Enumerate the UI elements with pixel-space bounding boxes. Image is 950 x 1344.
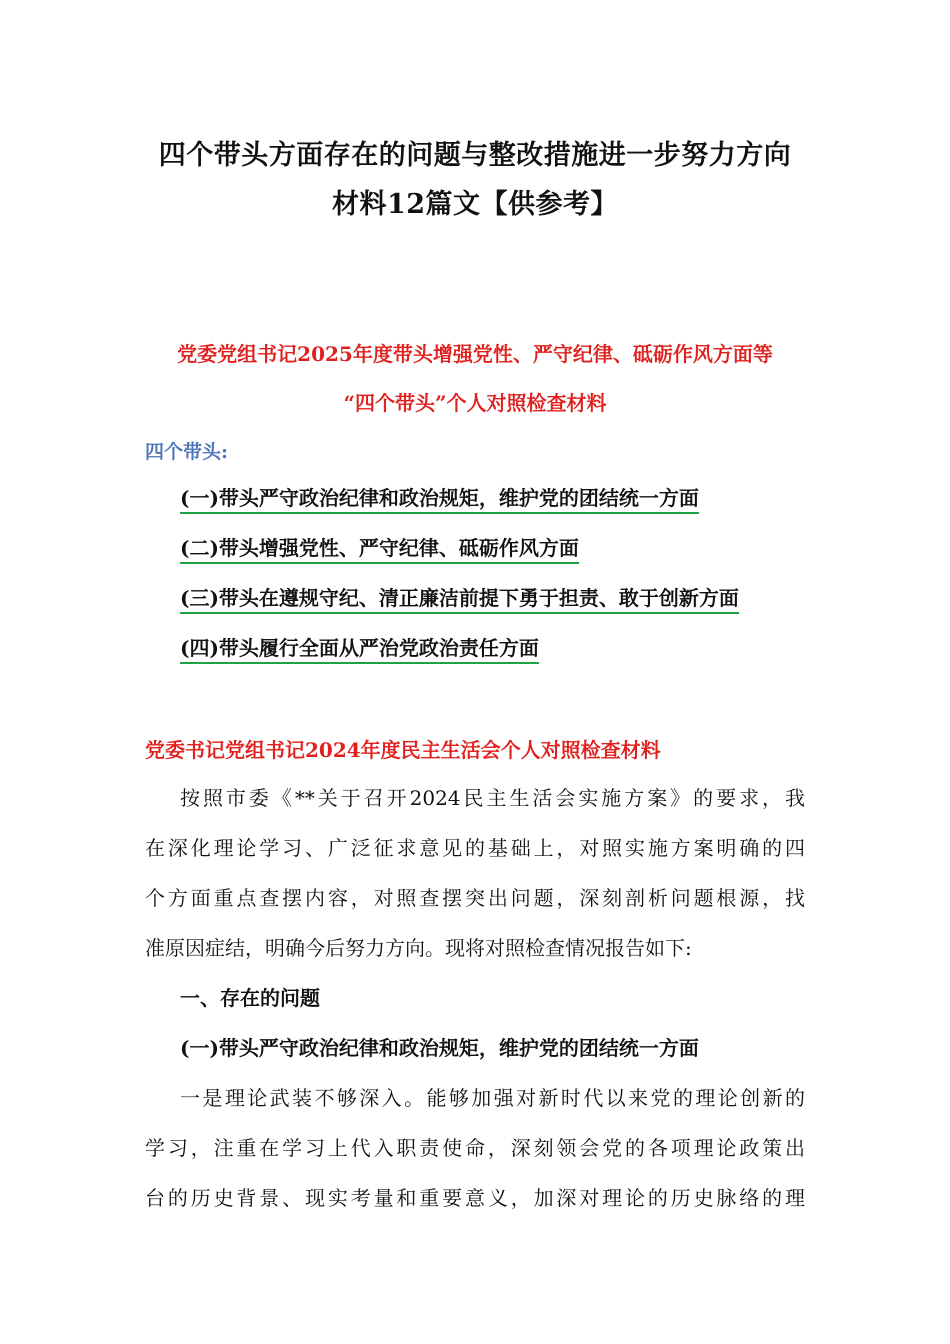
document-title-line-1: 四个带头方面存在的问题与整改措施进一步努力方向 <box>158 140 792 171</box>
sub-heading: (一)带头严守政治纪律和政治规矩，维护党的团结统一方面 <box>180 1036 699 1060</box>
para-line-2: 学习，注重在学习上代入职责使命，深刻领会党的各项理论政策出 <box>145 1136 805 1160</box>
section1-heading-line-2: “四个带头”个人对照检查材料 <box>343 391 607 415</box>
para-line-3: 台的历史背景、现实考量和重要意义，加深对理论的历史脉络的理 <box>145 1186 805 1210</box>
para-line-1: 一是理论武装不够深入。能够加强对新时代以来党的理论创新的 <box>180 1086 805 1110</box>
intro-line-1: 按照市委《**关于召开2024民主生活会实施方案》的要求，我 <box>180 786 805 810</box>
intro-line-4: 准原因症结，明确今后努力方向。现将对照检查情况报告如下: <box>145 936 692 960</box>
intro-line-3: 个方面重点查摆内容，对照查摆突出问题，深刻剖析问题根源，找 <box>145 886 805 910</box>
toc-link-4[interactable]: (四)带头履行全面从严治党政治责任方面 <box>180 635 539 664</box>
document-title-line-2: 材料12篇文【供参考】 <box>331 189 619 220</box>
section2-heading: 党委书记党组书记2024年度民主生活会个人对照检查材料 <box>145 738 661 762</box>
part-heading: 一、存在的问题 <box>180 986 320 1010</box>
four-leads-label: 四个带头: <box>145 441 229 463</box>
toc-link-2[interactable]: (二)带头增强党性、严守纪律、砥砺作风方面 <box>180 535 579 564</box>
toc-link-1[interactable]: (一)带头严守政治纪律和政治规矩，维护党的团结统一方面 <box>180 485 699 514</box>
intro-line-2: 在深化理论学习、广泛征求意见的基础上，对照实施方案明确的四 <box>145 836 805 860</box>
section1-heading-line-1: 党委党组书记2025年度带头增强党性、严守纪律、砥砺作风方面等 <box>177 342 773 366</box>
toc-link-3[interactable]: (三)带头在遵规守纪、清正廉洁前提下勇于担责、敢于创新方面 <box>180 585 739 614</box>
